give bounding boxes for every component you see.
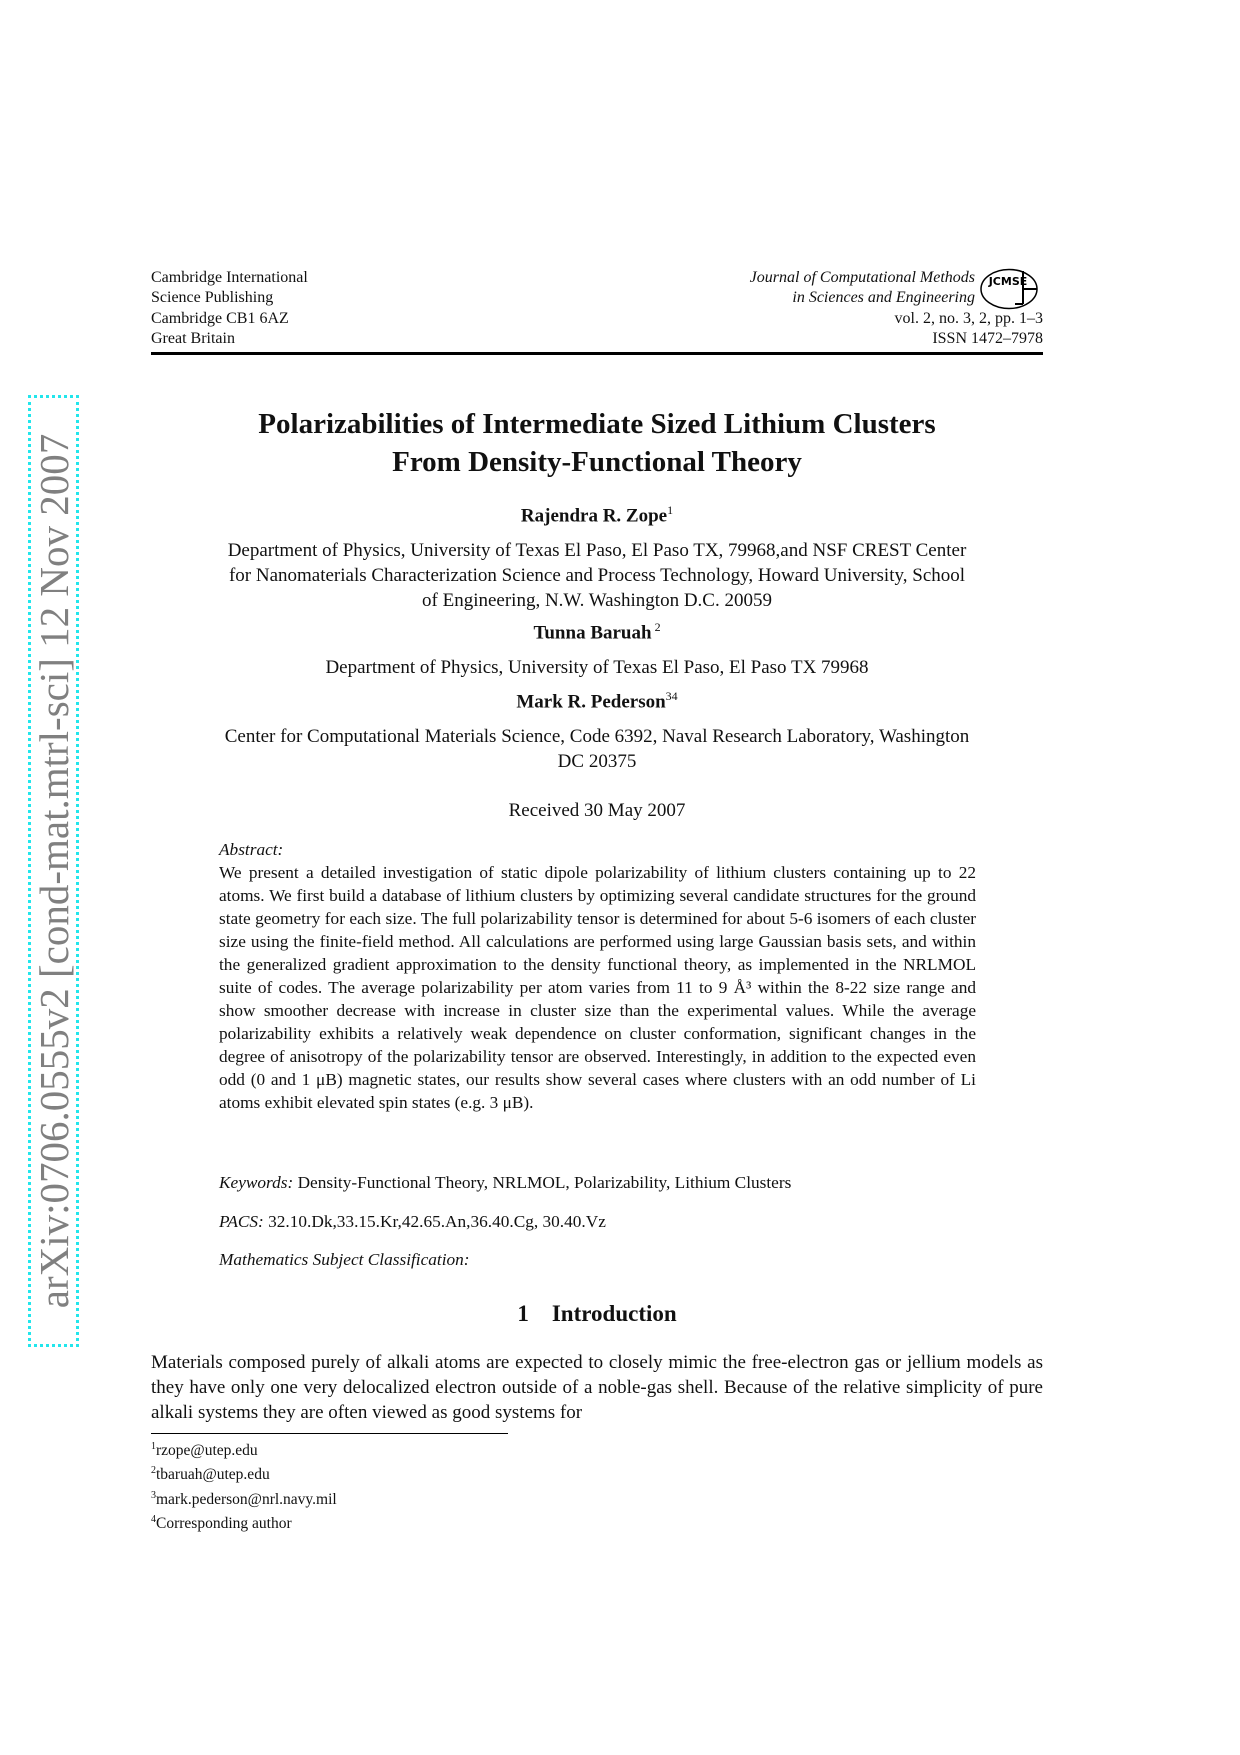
msc-label: Mathematics Subject Classification: <box>219 1250 470 1269</box>
header-rule <box>151 352 1043 355</box>
footnote-text: mark.pederson@nrl.navy.mil <box>156 1491 337 1509</box>
journal-name-line: Journal of Computational Methods <box>749 269 975 286</box>
pacs-label: PACS: <box>219 1212 264 1231</box>
received-date: Received 30 May 2007 <box>508 800 686 821</box>
section-heading <box>151 1301 1043 1327</box>
section-number: 1 <box>517 1301 529 1326</box>
affiliation-line: Department of Physics, University of Texas El Paso, El Paso TX, 79968,and NSF CREST Center <box>227 540 967 561</box>
author-name <box>151 689 1043 713</box>
affiliation-line: Center for Computational Materials Science, Code 6392, Naval Research Laboratory, Washington <box>224 726 970 747</box>
author-affiliation <box>151 538 1043 613</box>
title-line: Polarizabilities of Intermediate Sized Lithium Clusters <box>258 408 936 440</box>
footnote <box>151 1461 337 1485</box>
svg-text:JCMSE: JCMSE <box>988 275 1028 288</box>
keywords-value: Density-Functional Theory, NRLMOL, Polarizability, Lithium Clusters <box>297 1173 792 1192</box>
author-name-text: Rajendra R. Zope <box>520 505 668 527</box>
pacs <box>219 1210 976 1233</box>
publisher-line: Great Britain <box>151 329 235 347</box>
title-line: From Density-Functional Theory <box>392 446 802 478</box>
affiliation-line: DC 20375 <box>557 751 637 772</box>
paper-title <box>151 405 1043 481</box>
pacs-value: 32.10.Dk,33.15.Kr,42.65.An,36.40.Cg, 30.40.Vz <box>268 1212 606 1231</box>
publisher-line: Cambridge International <box>151 269 308 286</box>
footnote-mark: 4 <box>151 1514 156 1526</box>
intro-paragraph: Materials composed purely of alkali atoms are expected to closely mimic the free-electron gas or jellium models as they have only one very delocalized electron outside of a noble-gas shell. Because of the relative simplicity of pure alkali systems they are often viewed as good systems for <box>151 1352 1043 1423</box>
author-affiliation <box>151 724 1043 774</box>
footnote <box>151 1437 337 1461</box>
footnote-rule <box>151 1433 508 1434</box>
footnote-text: tbaruah@utep.edu <box>156 1466 270 1484</box>
footnote <box>151 1510 337 1534</box>
keywords <box>219 1171 976 1194</box>
journal-issn: ISSN 1472–7978 <box>932 329 1043 347</box>
author-affiliation <box>151 655 1043 680</box>
author-name <box>151 620 1043 644</box>
footnote-mark: 1 <box>151 1441 156 1452</box>
footnote-mark: 2 <box>151 1465 156 1477</box>
publisher-line: Science Publishing <box>151 289 274 307</box>
author-footnote-mark: 34 <box>665 689 678 703</box>
author-name-text: Mark R. Pederson <box>516 691 666 713</box>
arxiv-stamp-text: arXiv:0706.0555v2 [cond-mat.mtrl-sci] 12 Nov 2007 <box>30 433 77 1309</box>
section-title: Introduction <box>551 1301 677 1326</box>
author-footnote-mark: 1 <box>667 503 674 517</box>
affiliation-line: of Engineering, N.W. Washington D.C. 20059 <box>422 590 772 611</box>
arxiv-stamp <box>28 395 79 1347</box>
footnote-mark: 3 <box>151 1489 156 1501</box>
jcmse-logo-icon <box>979 268 1039 310</box>
footnote-text: Corresponding author <box>156 1515 292 1533</box>
publisher-info <box>151 268 551 349</box>
affiliation-line: Department of Physics, University of Texas El Paso, El Paso TX 79968 <box>325 657 869 678</box>
journal-name-line: in Sciences and Engineering <box>792 289 975 307</box>
footnote <box>151 1486 337 1510</box>
journal-volume: vol. 2, no. 3, 2, pp. 1–3 <box>894 309 1043 327</box>
footnote-text: rzope@utep.edu <box>156 1442 258 1460</box>
keywords-label: Keywords: <box>219 1173 294 1192</box>
author-footnote-mark: 2 <box>651 620 661 634</box>
author-name-text: Tunna Baruah <box>533 622 652 644</box>
abstract-text: We present a detailed investigation of static dipole polarizability of lithium clusters containing up to 22 atoms. We first build a database of lithium clusters by optimizing several candidate structures for the ground state geometry for each size. The full polarizability tensor is determined for about 5-6 isomers of each cluster size using the finite-field method. All calculations are performed using large Gaussian basis sets, and within the generalized gradient approximation to the density functional theory, as implemented in the NRLMOL suite of codes. The average polarizability per atom varies from 11 to 9 Å³ within the 8-22 size range and show smoother decrease with increase in cluster size than the experimental values. While the average polarizability exhibits a relatively weak dependence on cluster conformation, significant changes in the degree of anisotropy of the polarizability tensor are observed. Interestingly, in addition to the expected even odd (0 and 1 μB) magnetic states, our results show several cases where clusters with an odd number of Li atoms exhibit elevated spin states (e.g. 3 μB). <box>219 863 976 1112</box>
footnotes <box>151 1437 337 1535</box>
publisher-line: Cambridge CB1 6AZ <box>151 309 289 327</box>
affiliation-line: for Nanomaterials Characterization Science and Process Technology, Howard University, School <box>228 565 966 586</box>
author-name <box>151 503 1043 527</box>
abstract-label: Abstract: <box>219 840 284 859</box>
